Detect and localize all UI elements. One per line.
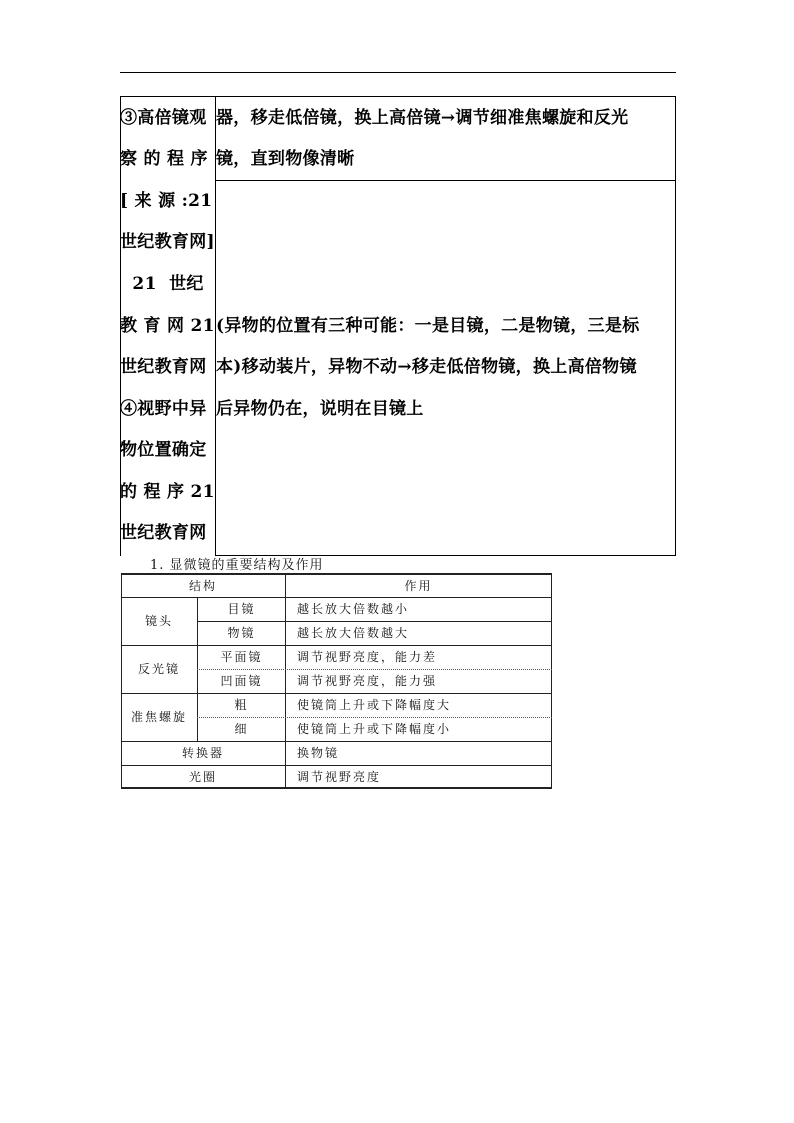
row2-left-line8: 的 程 序 21 (120, 482, 215, 502)
group-focus-knob: 准焦螺旋 (130, 710, 187, 724)
row2-right-line2: 本)移动装片，异物不动→移走低倍物镜，换上高倍物镜 (216, 357, 637, 377)
row2-left-line6: ④视野中异 (120, 399, 207, 419)
part-concave-mirror: 凹面镜 (220, 674, 263, 688)
part-plane-mirror: 平面镜 (220, 650, 263, 664)
row2-left-line4: 教 育 网 21 (120, 316, 215, 336)
row2-left-line5: 世纪教育网 (120, 357, 207, 377)
function-objective: 越长放大倍数越大 (297, 626, 410, 640)
function-eyepiece: 越长放大倍数越小 (297, 602, 410, 616)
row2-left-line7: 物位置确定 (120, 440, 207, 460)
row2-left-line2: 世纪教育网] (120, 232, 215, 252)
header-structure: 结构 (188, 579, 217, 593)
row1-right-line2: 镜，直到物像清晰 (216, 149, 355, 169)
row2-right-line3: 后异物仍在，说明在目镜上 (216, 399, 424, 419)
row2-left-line9: 世纪教育网 (120, 523, 207, 543)
table-row-divider (215, 180, 676, 181)
function-plane-mirror: 调节视野亮度，能力差 (297, 650, 438, 664)
function-concave-mirror: 调节视野亮度，能力强 (297, 674, 438, 688)
function-fine: 使镜筒上升或下降幅度小 (297, 722, 452, 736)
structure-table (121, 573, 552, 789)
part-objective: 物镜 (227, 626, 256, 640)
table-column-divider-main (285, 573, 286, 789)
procedure-table (120, 96, 676, 556)
group-mirror: 反光镜 (137, 662, 180, 676)
row2-right-line1: (异物的位置有三种可能：一是目镜，二是物镜，三是标 (216, 316, 640, 336)
function-coarse: 使镜筒上升或下降幅度大 (297, 698, 452, 712)
header-function: 作用 (404, 579, 433, 593)
part-eyepiece: 目镜 (227, 602, 256, 616)
part-fine: 细 (234, 722, 249, 736)
row1-left-line1: ③高倍镜观 (120, 108, 207, 128)
row1-left-line2: 察 的 程 序 (120, 149, 208, 169)
structure-table-caption: 1. 显微镜的重要结构及作用 (150, 558, 324, 573)
row1-right-line1: 器，移走低倍镜，换上高倍镜→调节细准焦螺旋和反光 (216, 108, 629, 128)
table-border-top (120, 96, 676, 97)
structure-diaphragm: 光圈 (188, 770, 217, 784)
row2-left-line3: 21 世纪 (120, 274, 204, 294)
row2-left-line1: [ 来 源 :21 (120, 191, 213, 211)
structure-converter: 转换器 (181, 746, 224, 760)
group-lens: 镜头 (144, 614, 173, 628)
header-rule (120, 72, 676, 73)
function-diaphragm: 调节视野亮度 (297, 770, 382, 784)
function-converter: 换物镜 (297, 746, 340, 760)
part-coarse: 粗 (234, 698, 249, 712)
table-border-right (551, 573, 552, 789)
